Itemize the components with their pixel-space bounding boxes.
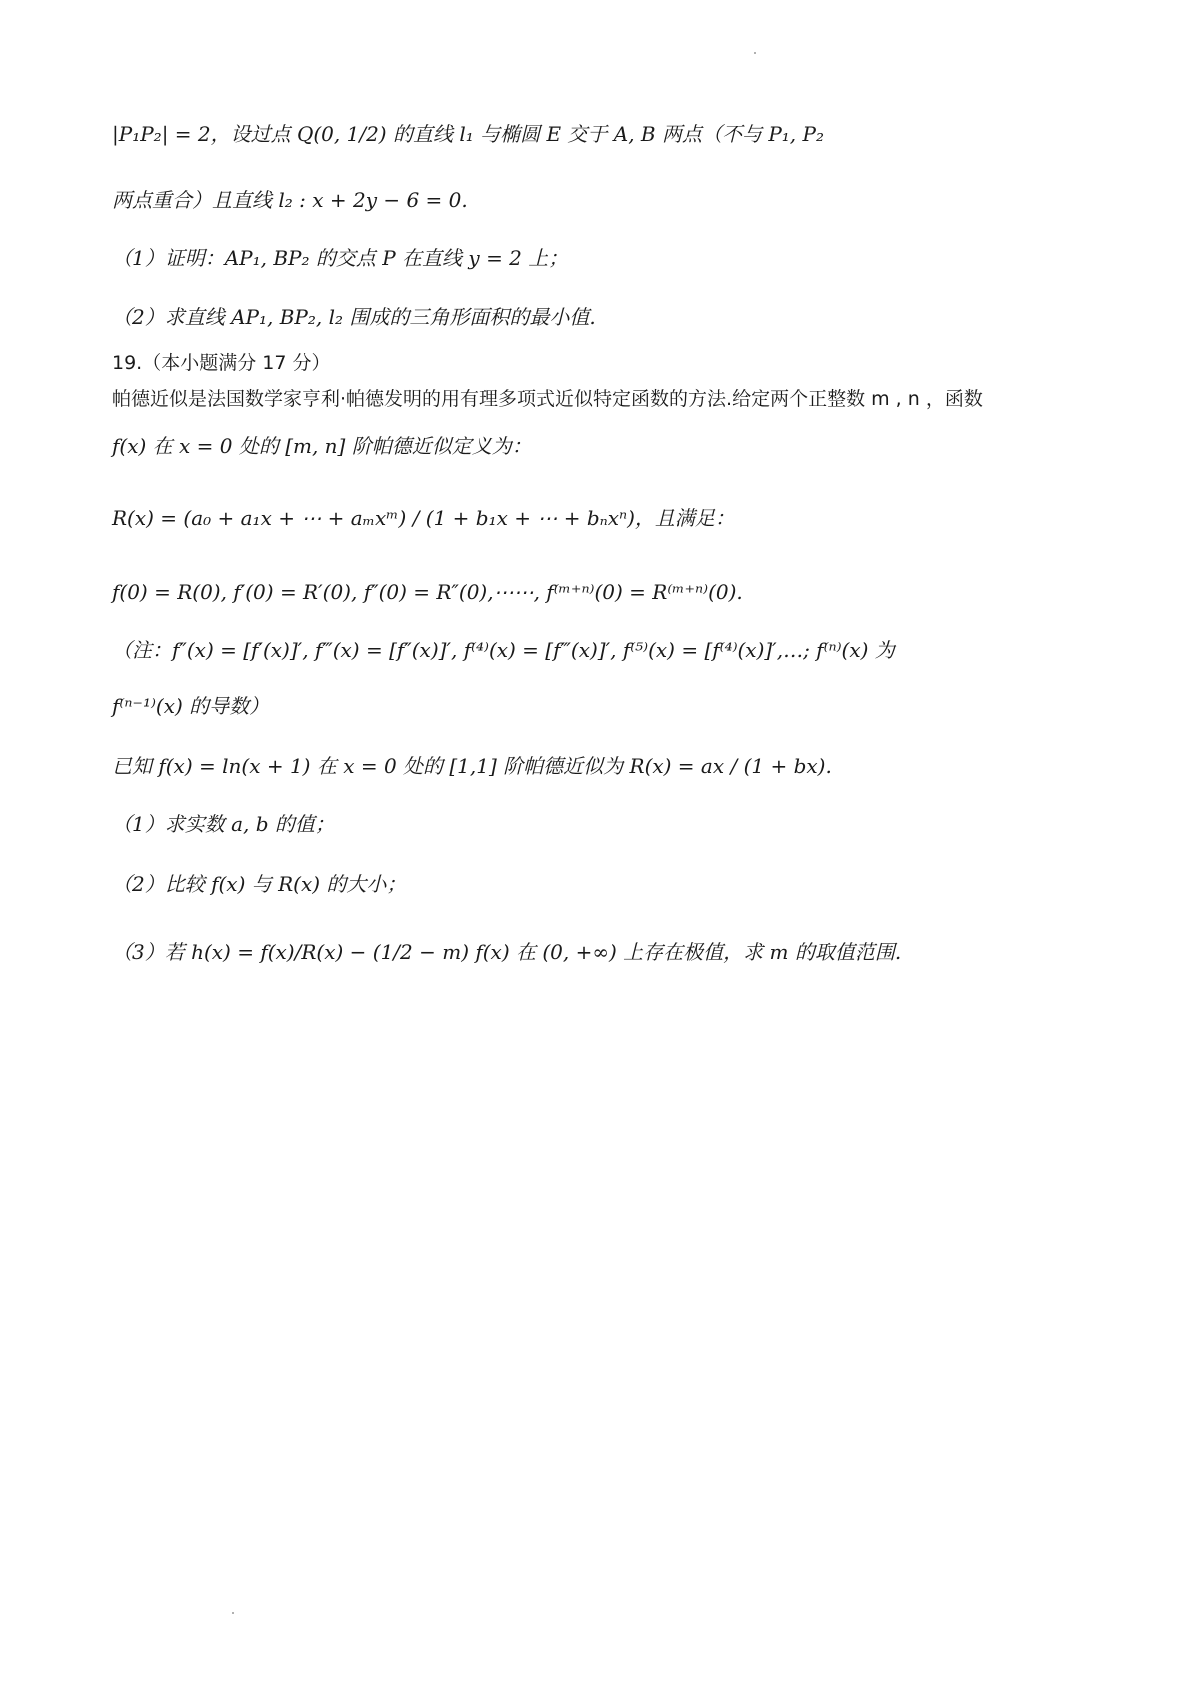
pade-conditions: f(0) = R(0), f′(0) = R′(0), f″(0) = R″(0),⋯⋯, f⁽ᵐ⁺ⁿ⁾(0) = R⁽ᵐ⁺ⁿ⁾(0). <box>112 580 743 604</box>
problem-19-heading: 19.（本小题满分 17 分） <box>112 352 331 374</box>
continuation-line-1: |P₁P₂| = 2，设过点 Q(0, 1/2) 的直线 l₁ 与椭圆 E 交于 A, B 两点（不与 P₁, P₂ <box>112 122 825 146</box>
pade-R-formula: R(x) = (a₀ + a₁x + ⋯ + aₘxᵐ) / (1 + b₁x + ⋯ + bₙxⁿ)，且满足： <box>112 506 735 530</box>
derivative-note-line-2: f⁽ⁿ⁻¹⁾(x) 的导数） <box>112 694 270 718</box>
question-2: （2）比较 f(x) 与 R(x) 的大小； <box>112 872 407 896</box>
scan-speck <box>232 1612 234 1614</box>
derivative-note-line-1: （注：f″(x) = [f′(x)]′, f‴(x) = [f″(x)]′, f⁽⁴⁾(x) = [f‴(x)]′, f⁽⁵⁾(x) = [f⁽⁴⁾(x)]′,…; f⁽ⁿ⁾(x) 为 <box>112 638 895 662</box>
continuation-line-2: 两点重合）且直线 l₂ : x + 2y − 6 = 0. <box>112 188 468 212</box>
given-statement: 已知 f(x) = ln(x + 1) 在 x = 0 处的 [1,1] 阶帕德近似为 R(x) = ax / (1 + bx). <box>112 754 832 778</box>
scan-speck <box>754 52 756 54</box>
question-3: （3）若 h(x) = f(x)/R(x) − (1/2 − m) f(x) 在 (0, +∞) 上存在极值，求 m 的取值范围. <box>112 940 902 964</box>
problem-19-intro: 帕德近似是法国数学家亨利·帕德发明的用有理多项式近似特定函数的方法.给定两个正整数 m , n ，函数 <box>112 388 983 410</box>
pade-definition-line: f(x) 在 x = 0 处的 [m, n] 阶帕德近似定义为： <box>112 434 532 458</box>
continuation-part-2: （2）求直线 AP₁, BP₂, l₂ 围成的三角形面积的最小值. <box>112 305 596 329</box>
question-1: （1）求实数 a, b 的值； <box>112 812 335 836</box>
continuation-part-1: （1）证明：AP₁, BP₂ 的交点 P 在直线 y = 2 上； <box>112 246 569 270</box>
